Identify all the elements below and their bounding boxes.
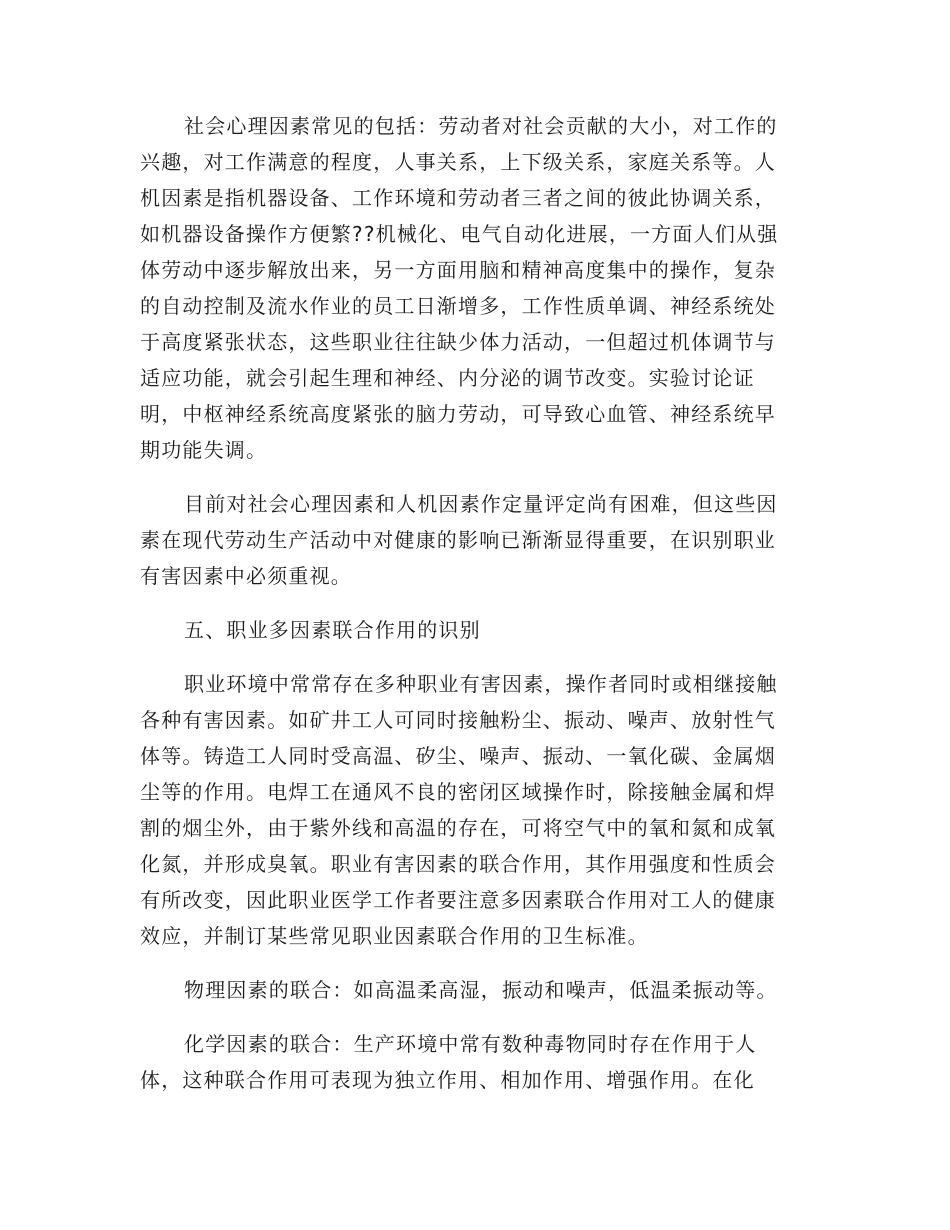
text-line: 明，中枢神经系统高度紧张的脑力劳动，可导致心血管、神经系统早 — [140, 402, 776, 426]
paragraph-spacer — [140, 648, 800, 666]
text-line: 于高度紧张状态，这些职业往往缺少体力活动，一但超过机体调节与 — [140, 330, 776, 354]
paragraph-physical — [140, 972, 800, 1008]
text-line: 化氮，并形成臭氧。职业有害因素的联合作用，其作用强度和性质会 — [140, 852, 776, 876]
section-heading — [140, 612, 800, 648]
text-line: 机因素是指机器设备、工作环境和劳动者三者之间的彼此协调关系， — [140, 186, 776, 210]
text-line: 物理因素的联合：如高温柔高湿，振动和噪声，低温柔振动等。 — [184, 978, 778, 1002]
paragraph-multifactor — [140, 666, 800, 954]
text-line: 割的烟尘外，由于紫外线和高温的存在，可将空气中的氧和氮和成氧 — [140, 816, 776, 840]
text-line: 各种有害因素。如矿井工人可同时接触粉尘、振动、噪声、放射性气 — [140, 708, 776, 732]
text-line: 社会心理因素常见的包括：劳动者对社会贡献的大小，对工作的 — [184, 114, 778, 138]
heading-line: 五、职业多因素联合作用的识别 — [184, 618, 481, 642]
text-line: 素在现代劳动生产活动中对健康的影响已渐渐显得重要，在识别职业 — [140, 528, 776, 552]
paragraph-social-psych — [140, 108, 800, 468]
text-line: 适应功能，就会引起生理和神经、内分泌的调节改变。实验讨论证 — [140, 366, 755, 390]
document-body — [140, 108, 800, 1098]
text-line: 目前对社会心理因素和人机因素作定量评定尚有困难，但这些因 — [184, 492, 778, 516]
text-line: 体劳动中逐步解放出来，另一方面用脑和精神高度集中的操作，复杂 — [140, 258, 776, 282]
text-line: 的自动控制及流水作业的员工日渐增多，工作性质单调、神经系统处 — [140, 294, 776, 318]
text-line: 化学因素的联合：生产环境中常有数种毒物同时存在作用于人 — [184, 1032, 757, 1056]
text-line: 效应，并制订某些常见职业因素联合作用的卫生标准。 — [140, 924, 649, 948]
text-line: 体，这种联合作用可表现为独立作用、相加作用、增强作用。在化 — [140, 1068, 755, 1092]
text-line: 期功能失调。 — [140, 438, 268, 462]
paragraph-quantitative — [140, 486, 800, 594]
text-line: 兴趣，对工作满意的程度，人事关系，上下级关系，家庭关系等。人 — [140, 150, 776, 174]
text-line: 有害因素中必须重视。 — [140, 564, 352, 588]
text-line: 体等。铸造工人同时受高温、矽尘、噪声、振动、一氧化碳、金属烟 — [140, 744, 776, 768]
paragraph-spacer — [140, 1008, 800, 1026]
text-line: 尘等的作用。电焊工在通风不良的密闭区域操作时，除接触金属和焊 — [140, 780, 776, 804]
text-line: 有所改变，因此职业医学工作者要注意多因素联合作用对工人的健康 — [140, 888, 776, 912]
paragraph-spacer — [140, 594, 800, 612]
paragraph-spacer — [140, 468, 800, 486]
paragraph-chemical — [140, 1026, 800, 1098]
paragraph-spacer — [140, 954, 800, 972]
text-line: 如机器设备操作方便繁??机械化、电气自动化进展，一方面人们从强 — [140, 222, 779, 246]
text-line: 职业环境中常常存在多种职业有害因素，操作者同时或相继接触 — [184, 672, 778, 696]
